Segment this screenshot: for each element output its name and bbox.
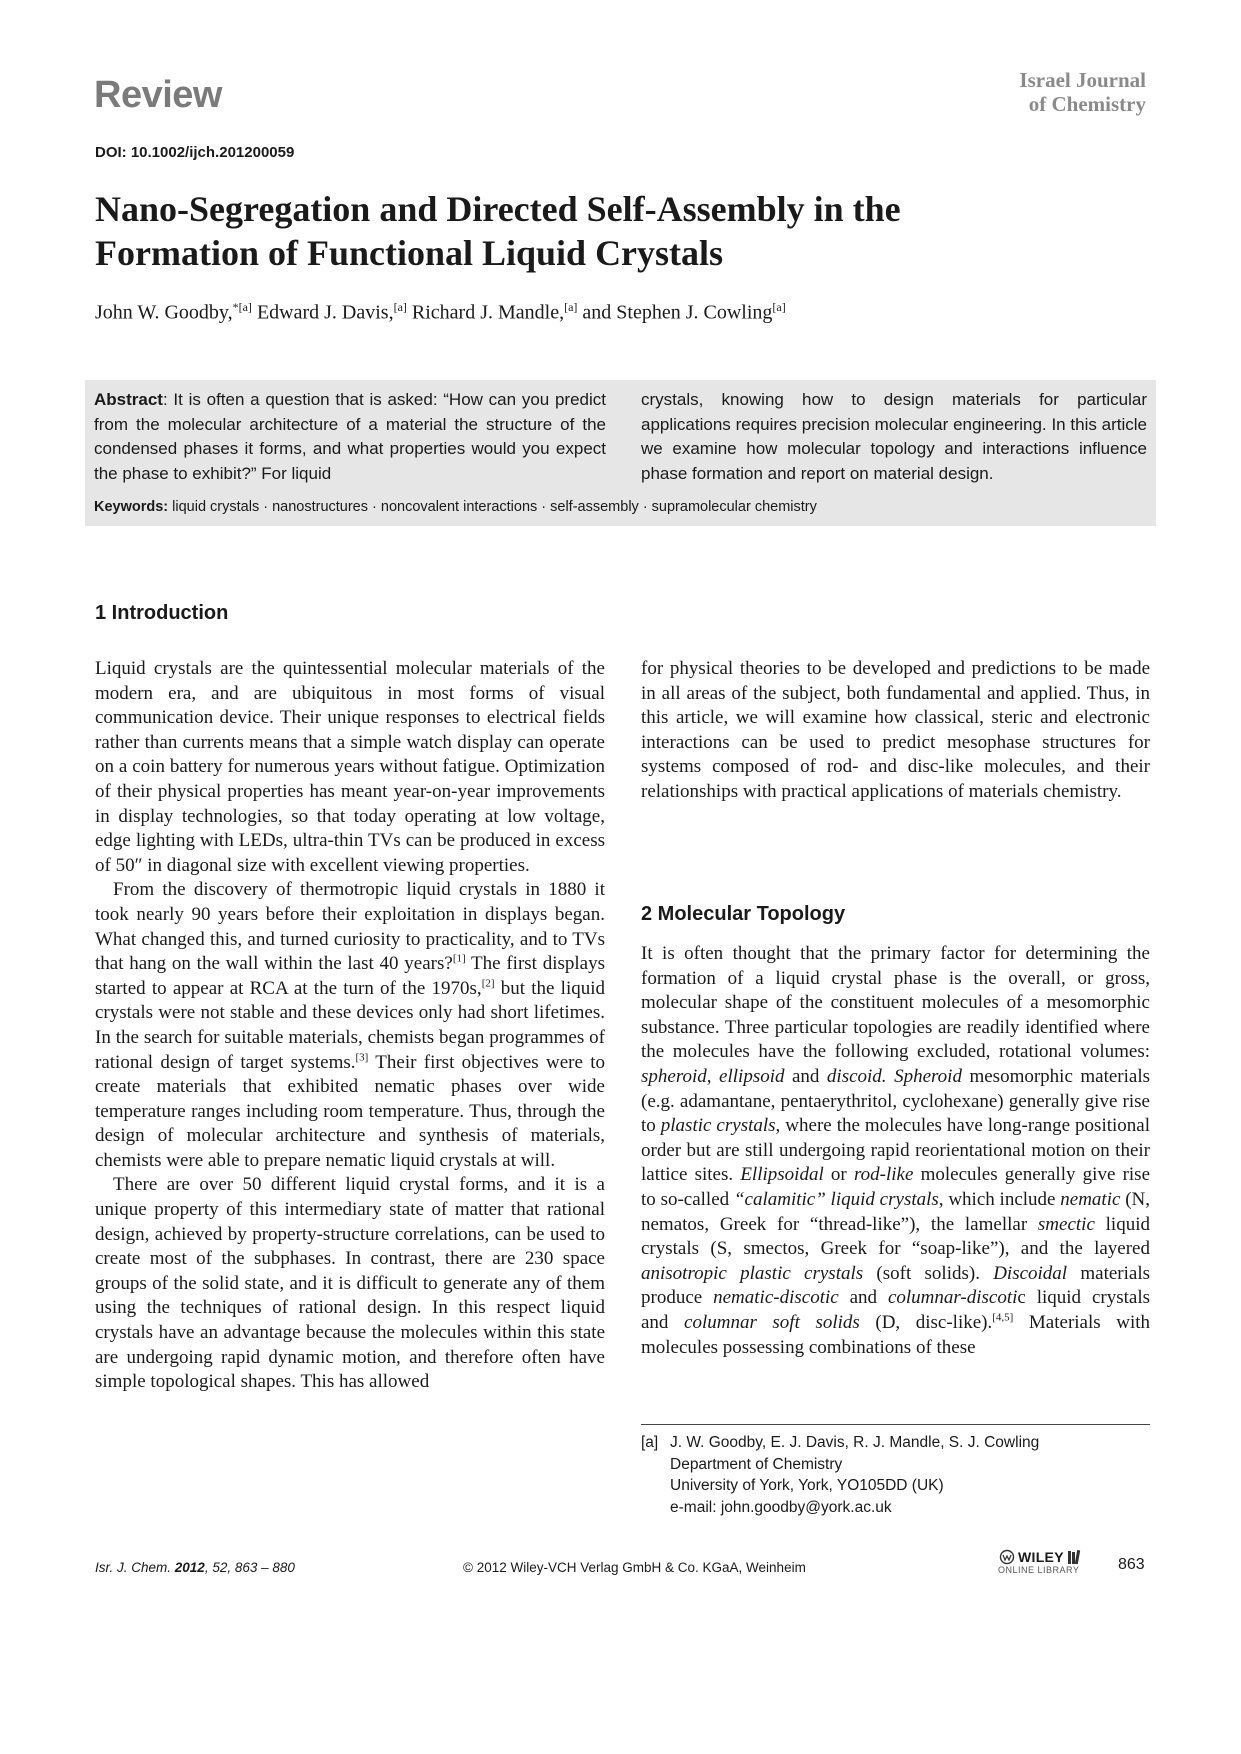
text-run: mesomorphic materials (e.g. adamantane, pentaerythritol, cyclohexane) generally give rise to (641, 1065, 1151, 1137)
section-heading-introduction: 1 Introduction (95, 602, 229, 624)
text-run: , which include (938, 1188, 1061, 1210)
keywords-list: liquid crystals · nanostructures · noncovalent interactions · self-assembly · supramolecular chemistry (172, 499, 817, 515)
text-run: materials produce (641, 1262, 1150, 1309)
doi[interactable]: DOI: 10.1002/ijch.201200059 (95, 144, 295, 161)
abstract-text-right: crystals, knowing how to design materials for particular applications requires precision molecular engineering. In this article we examine how molecular topology and interactions influence phase formation and report on material design. (641, 390, 1147, 483)
citation-pages: , 52, 863 – 880 (204, 1560, 295, 1575)
term: Ellipsoidal (740, 1164, 824, 1186)
term: rod-like (853, 1164, 914, 1186)
term: spheroid (641, 1065, 707, 1087)
term: nematic (1060, 1188, 1121, 1210)
term: nematic-discotic (713, 1287, 839, 1309)
keywords (94, 499, 817, 515)
author-affiliation-mark: [a] (393, 300, 407, 314)
footnote-rule (641, 1424, 1150, 1425)
citation-year: 2012 (174, 1560, 205, 1575)
text-run: or (823, 1164, 854, 1186)
paragraph (641, 942, 1150, 1360)
text-run: molecules generally give rise to so-called (641, 1164, 1150, 1210)
paragraph: for physical theories to be developed and predictions to be made in all areas of the subject, both fundamental and applied. Thus, in this article, we will examine how classical, steric and electronic interactions can be used to predict mesophase structures for systems composed of rod- and disc-like molecules, and their relationships with practical applications of materials chemistry. (641, 658, 1150, 802)
citation-ref[interactable]: [3] (355, 1051, 369, 1064)
text-run: , (706, 1065, 720, 1087)
term: columnar soft solids (684, 1311, 860, 1333)
title-line-1: Nano-Segregation and Directed Self-Assembly in the (95, 189, 901, 229)
wiley-wordmark: WILEY (1018, 1549, 1064, 1565)
author-name: and Stephen J. Cowling (582, 301, 773, 324)
affiliation-authors: J. W. Goodby, E. J. Davis, R. J. Mandle, S. J. Cowling (670, 1434, 1040, 1451)
journal-name (1019, 68, 1146, 116)
abstract-body-left: : It is often a question that is asked: “How can you predict from the molecular architecture of a material the structure of the condensed phases it forms, and what properties would you expect the phase to exhibit?” For liquid (94, 390, 606, 483)
section-label: Review (94, 74, 222, 116)
author-affiliation-mark: [a] (772, 300, 786, 314)
abstract-text-left (94, 388, 606, 486)
page-number: 863 (1118, 1556, 1145, 1573)
paragraph (95, 878, 605, 1173)
text-run: and (784, 1065, 827, 1087)
term: anisotropic plastic crystals (641, 1262, 864, 1284)
wiley-subtitle: ONLINE LIBRARY (998, 1565, 1080, 1575)
wiley-emblem-icon (998, 1549, 1016, 1565)
term: columnar-discoti (887, 1287, 1018, 1309)
abstract-label: Abstract (94, 390, 163, 409)
paragraph: Liquid crystals are the quintessential molecular materials of the modern era, and are ubiquitous in most forms of visual communication device. Their unique responses to electrical fields rather than currents means that a simple watch display can operate on a coin battery for numerous years without fatigue. Optimization of their physical properties has meant year-on-year improvements in display technologies, so that today operating at low voltage, edge lighting with LEDs, ultra-thin TVs can be produced in excess of 50″ in diagonal size with excellent viewing properties. (95, 658, 605, 876)
citation-journal: Isr. J. Chem. (95, 1560, 175, 1575)
term: smectic (1037, 1213, 1095, 1235)
citation-ref[interactable]: [1] (452, 952, 466, 965)
affiliation-email[interactable]: e-mail: john.goodby@york.ac.uk (670, 1498, 892, 1516)
footer-citation (95, 1560, 295, 1575)
keywords-label: Keywords: (94, 499, 169, 515)
body-column-right-bottom (641, 942, 1150, 1360)
author-name: John W. Goodby, (95, 301, 233, 324)
text-run: but the liquid crystals were not stable and these devices only had short lifetimes. In the search for suitable materials, chemists began programmes of rational design of target systems. (95, 977, 605, 1073)
text-run: and (838, 1287, 888, 1309)
text-run: (N, nematos, Greek for “thread-like”), the lamellar (641, 1188, 1151, 1235)
author-name: Edward J. Davis, (256, 301, 394, 324)
text-run (887, 1066, 895, 1087)
wiley-online-library-logo[interactable] (998, 1549, 1090, 1585)
section-heading-molecular-topology: 2 Molecular Topology (641, 903, 846, 925)
paragraph: There are over 50 different liquid crystal forms, and it is a unique property of this intermediary state of matter that rational design, achieved by property-structure correlations, can be used to create most of the subphases. In contrast, there are 230 space groups of the solid state, and it is difficult to generate any of them using the techniques of rational design. In this respect liquid crystals have an advantage because the molecules within this state are undergoing rapid dynamic motion, and therefore often have simple topological shapes. This has allowed (95, 1174, 605, 1393)
term: ellipsoid (719, 1065, 785, 1087)
citation-ref[interactable]: [4,5] (992, 1311, 1014, 1324)
author-affiliation-mark: *[a] (232, 300, 252, 314)
term: discoid. (826, 1065, 887, 1087)
citation-ref[interactable]: [2] (481, 977, 495, 990)
author-name: Richard J. Mandle, (411, 301, 565, 324)
article-title (95, 187, 1145, 275)
text-run: The first displays started to appear at RCA at the turn of the 1970s, (95, 953, 605, 999)
term: Discoidal (993, 1262, 1068, 1284)
affiliation-address: University of York, York, YO105DD (UK) (670, 1477, 944, 1494)
text-run: liquid crystals (S, smectos, Greek for “soap-like”), and the layered (641, 1213, 1150, 1260)
term: Spheroid (894, 1065, 962, 1087)
text-run: It is often thought that the primary factor for determining the formation of a liquid crystal phase is the overall, or gross, molecular shape of the constituent molecules of a mesomorphic substance. Three particular topologies are readily identified where the molecules have the following excluded, rotational volumes: (641, 943, 1150, 1063)
term: plastic crystals (660, 1115, 776, 1137)
title-line-2: Formation of Functional Liquid Crystals (95, 233, 724, 273)
affiliation-tag: [a] (641, 1434, 659, 1451)
book-stack-icon (1067, 1549, 1083, 1565)
body-column-right-top (641, 657, 1150, 805)
journal-name-line2: of Chemistry (1028, 92, 1146, 116)
text-run: Materials with molecules possessing combinations of these (641, 1311, 1151, 1358)
affiliation-footnote (641, 1432, 1039, 1518)
author-list (95, 300, 786, 325)
text-run: Their first objectives were to create materials that exhibited nematic phases over wide temperature ranges including room temperature. Thus, through the design of molecular architecture and synthesis of materials, chemists were able to prepare nematic liquid crystals at will. (95, 1051, 605, 1171)
text-run: From the discovery of thermotropic liquid crystals in 1880 it took nearly 90 years before their exploitation in displays began. What changed this, and turned curiosity to practicality, and to TVs that hang on the wall within the last 40 years? (95, 879, 605, 975)
affiliation-department: Department of Chemistry (670, 1455, 843, 1473)
footer-copyright: © 2012 Wiley-VCH Verlag GmbH & Co. KGaA, Weinheim (463, 1560, 806, 1575)
text-run: (D, disc-like). (859, 1311, 993, 1333)
text-run: c liquid crystals and (641, 1287, 1150, 1333)
journal-name-line1: Israel Journal (1019, 68, 1146, 92)
term: “calamitic” liquid crystals (733, 1188, 939, 1210)
text-run: , where the molecules have long-range positional order but are still undergoing rapid reorientational motion on their lattice sites. (641, 1115, 1151, 1186)
text-run: (soft solids). (863, 1262, 994, 1284)
author-affiliation-mark: [a] (564, 300, 578, 314)
body-column-left (95, 657, 605, 1395)
